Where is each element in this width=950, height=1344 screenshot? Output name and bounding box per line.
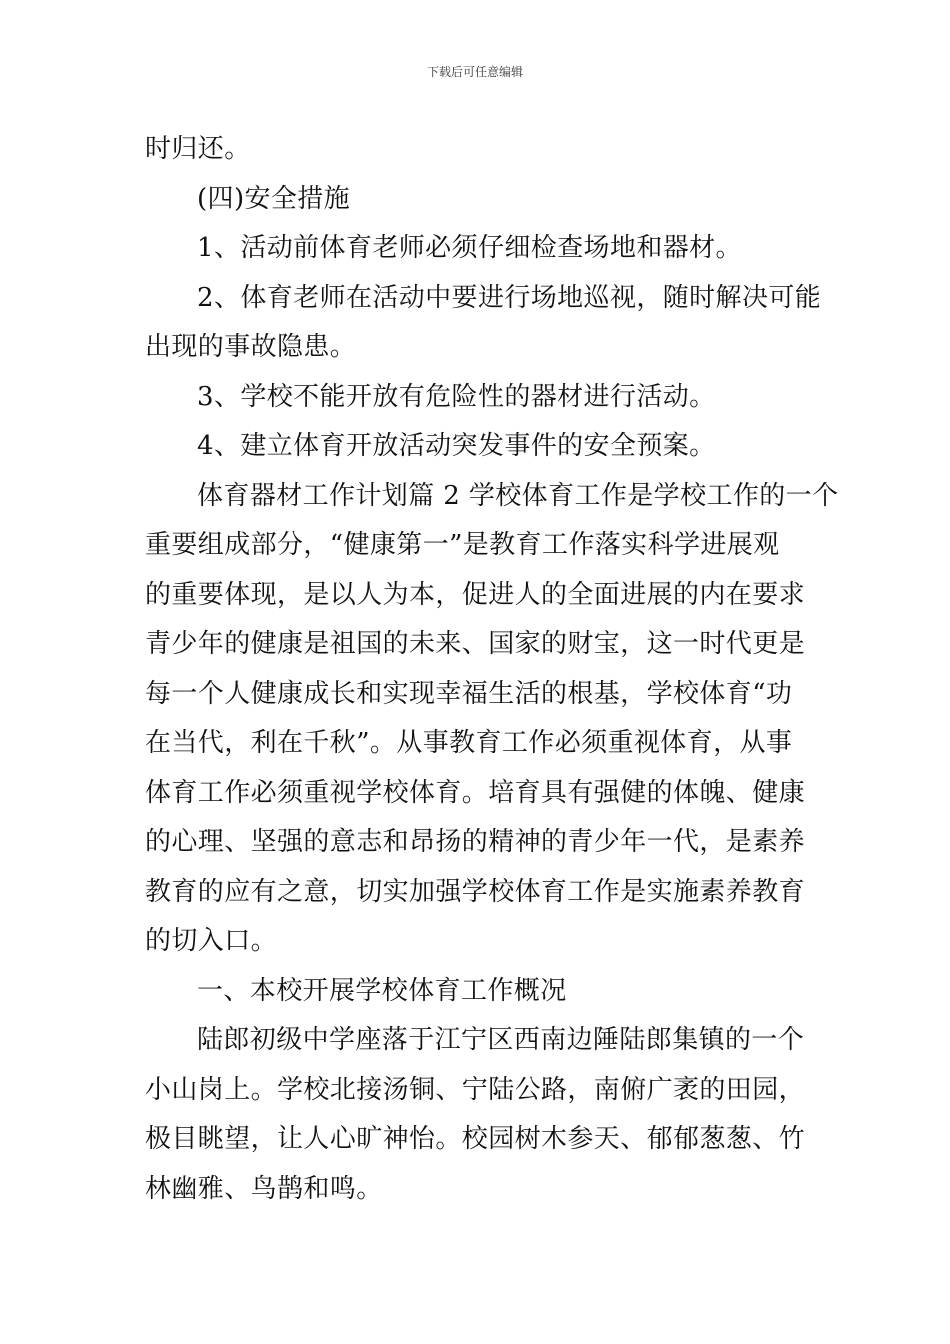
page-header: 下载后可任意编辑	[426, 65, 523, 79]
section-heading: 一、本校开展学校体育工作概况	[197, 975, 567, 1006]
text-line: 的重要体现，是以人为本，促进人的全面进展的内在要求	[145, 579, 806, 610]
text-line: 每一个人健康成长和实现幸福生活的根基，学校体育“功	[145, 678, 793, 709]
text-line: 陆郎初级中学座落于江宁区西南边陲陆郎集镇的一个	[197, 1025, 805, 1055]
text-line: 的心理、坚强的意志和昂扬的精神的青少年一代，是素养	[145, 827, 806, 857]
text-line: 的切入口。	[145, 926, 278, 956]
section-heading: (四)安全措施	[197, 183, 351, 214]
text-line: 教育的应有之意，切实加强学校体育工作是实施素养教育	[145, 876, 806, 907]
text-line: 极目眺望，让人心旷神怡。校园树木参天、郁郁葱葱、竹	[145, 1124, 806, 1154]
text-line: 在当代，利在千秋”。从事教育工作必须重视体育，从事	[145, 728, 793, 758]
text-line: 时归还。	[145, 134, 251, 164]
text-line: 2、体育老师在活动中要进行场地巡视，随时解决可能	[197, 282, 822, 313]
text-line: 林幽雅、鸟鹊和鸣。	[145, 1173, 383, 1204]
text-line: 体育工作必须重视学校体育。培育具有强健的体魄、健康	[145, 777, 806, 808]
text-line: 青少年的健康是祖国的未来、国家的财宝，这一时代更是	[145, 629, 806, 659]
text-line: 3、学校不能开放有危险性的器材进行活动。	[197, 381, 716, 412]
text-line: 1、活动前体育老师必须仔细检查场地和器材。	[197, 233, 742, 263]
document-body	[145, 125, 839, 1214]
text-line: 重要组成部分，“健康第一”是教育工作落实科学进展观	[145, 530, 780, 560]
text-line: 出现的事故隐患。	[145, 332, 357, 362]
text-line: 4、建立体育开放活动突发事件的安全预案。	[197, 431, 716, 461]
text-line: 小山岗上。学校北接汤铜、宁陆公路，南俯广袤的田园，	[145, 1074, 806, 1105]
text-line: 体育器材工作计划篇 2 学校体育工作是学校工作的一个	[197, 480, 839, 511]
